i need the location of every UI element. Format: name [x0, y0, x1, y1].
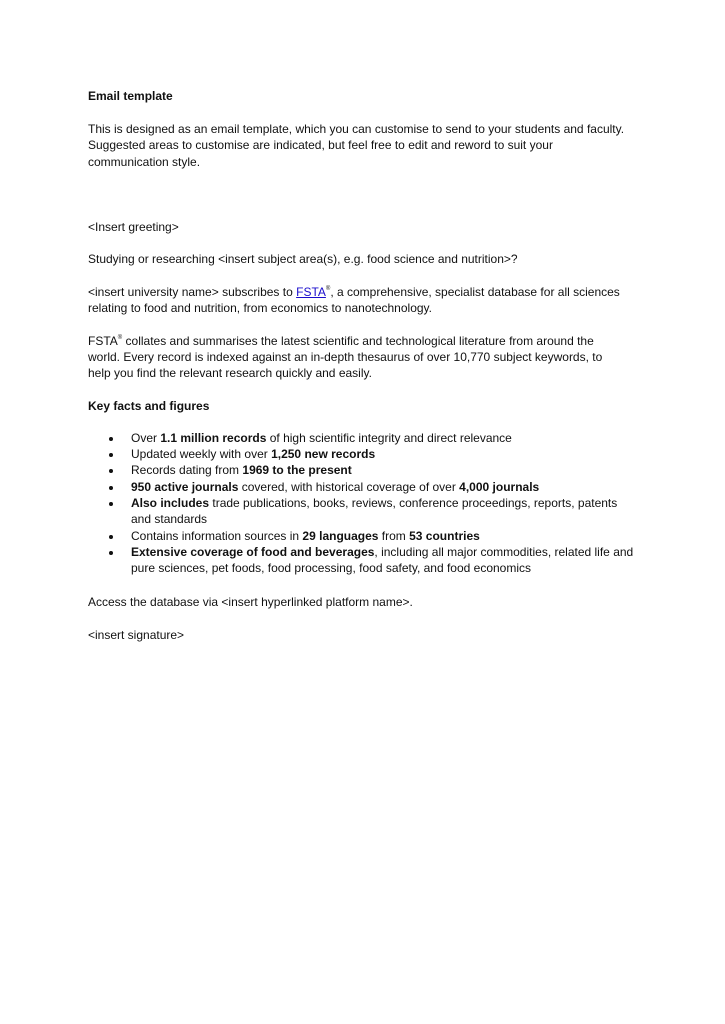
bullet-icon: [109, 469, 113, 473]
text: from: [378, 529, 410, 543]
text-bold: 1.1 million records: [160, 431, 267, 445]
text-bold: 950 active journals: [131, 480, 239, 494]
bullet-item-continuation: pure sciences, pet foods, food processing, food safety, and food economics: [131, 561, 532, 575]
bullet-icon: [109, 551, 113, 555]
text-bold: 1,250 new records: [271, 447, 376, 461]
collates-line: world. Every record is indexed against an in-depth thesaurus of over 10,770 subject keywords, to: [88, 350, 603, 364]
bullet-icon: [109, 502, 113, 506]
bullet-item: [131, 495, 617, 511]
intro-line: Suggested areas to customise are indicated, but feel free to edit and reword to suit your: [88, 138, 553, 152]
fsta-link[interactable]: FSTA: [296, 285, 326, 299]
intro-line: communication style.: [88, 155, 201, 169]
bullet-item: [131, 544, 633, 560]
collates-line: [88, 333, 594, 349]
bullet-item: [131, 479, 539, 495]
text-bold: Also includes: [131, 496, 210, 510]
text: Contains information sources in: [131, 529, 303, 543]
text: of high scientific integrity and direct relevance: [266, 431, 512, 445]
bullet-icon: [109, 453, 113, 457]
registered-mark: ®: [117, 335, 123, 341]
bullet-item: [131, 528, 480, 544]
text-bold: 29 languages: [302, 529, 379, 543]
text-bold: 1969 to the present: [242, 463, 352, 477]
text: , including all major commodities, related life and: [374, 545, 634, 559]
subscribes-line: [88, 284, 620, 300]
bullet-icon: [109, 486, 113, 490]
key-facts-heading: Key facts and figures: [88, 399, 210, 413]
text: collates and summarises the latest scientific and technological literature from around the: [122, 334, 594, 348]
text: trade publications, books, reviews, conference proceedings, reports, patents: [209, 496, 618, 510]
access-line: Access the database via <insert hyperlinked platform name>.: [88, 595, 413, 609]
bullet-item-continuation: and standards: [131, 512, 208, 526]
document-title: Email template: [88, 89, 173, 103]
bullet-item: [131, 462, 352, 478]
collates-line: help you find the relevant research quickly and easily.: [88, 366, 372, 380]
registered-mark: ®: [325, 286, 331, 292]
intro-line: This is designed as an email template, which you can customise to send to your students and faculty.: [88, 122, 625, 136]
bullet-item: [131, 430, 512, 446]
bullet-icon: [109, 437, 113, 441]
bullet-item: [131, 446, 375, 462]
text-bold: Extensive coverage of food and beverages: [131, 545, 375, 559]
subscribes-line: relating to food and nutrition, from economics to nanotechnology.: [88, 301, 432, 315]
text-bold: 4,000 journals: [459, 480, 540, 494]
greeting-placeholder: <Insert greeting>: [88, 220, 179, 234]
signature-placeholder: <insert signature>: [88, 628, 185, 642]
bullet-icon: [109, 535, 113, 539]
text-bold: 53 countries: [409, 529, 480, 543]
text: Updated weekly with over: [131, 447, 272, 461]
text: , a comprehensive, specialist database for all sciences: [330, 285, 620, 299]
text: covered, with historical coverage of over: [238, 480, 460, 494]
text: <insert university name> subscribes to: [88, 285, 297, 299]
subject-question: Studying or researching <insert subject area(s), e.g. food science and nutrition>?: [88, 252, 518, 266]
text: Over: [131, 431, 161, 445]
text: FSTA: [88, 334, 118, 348]
text: Records dating from: [131, 463, 243, 477]
